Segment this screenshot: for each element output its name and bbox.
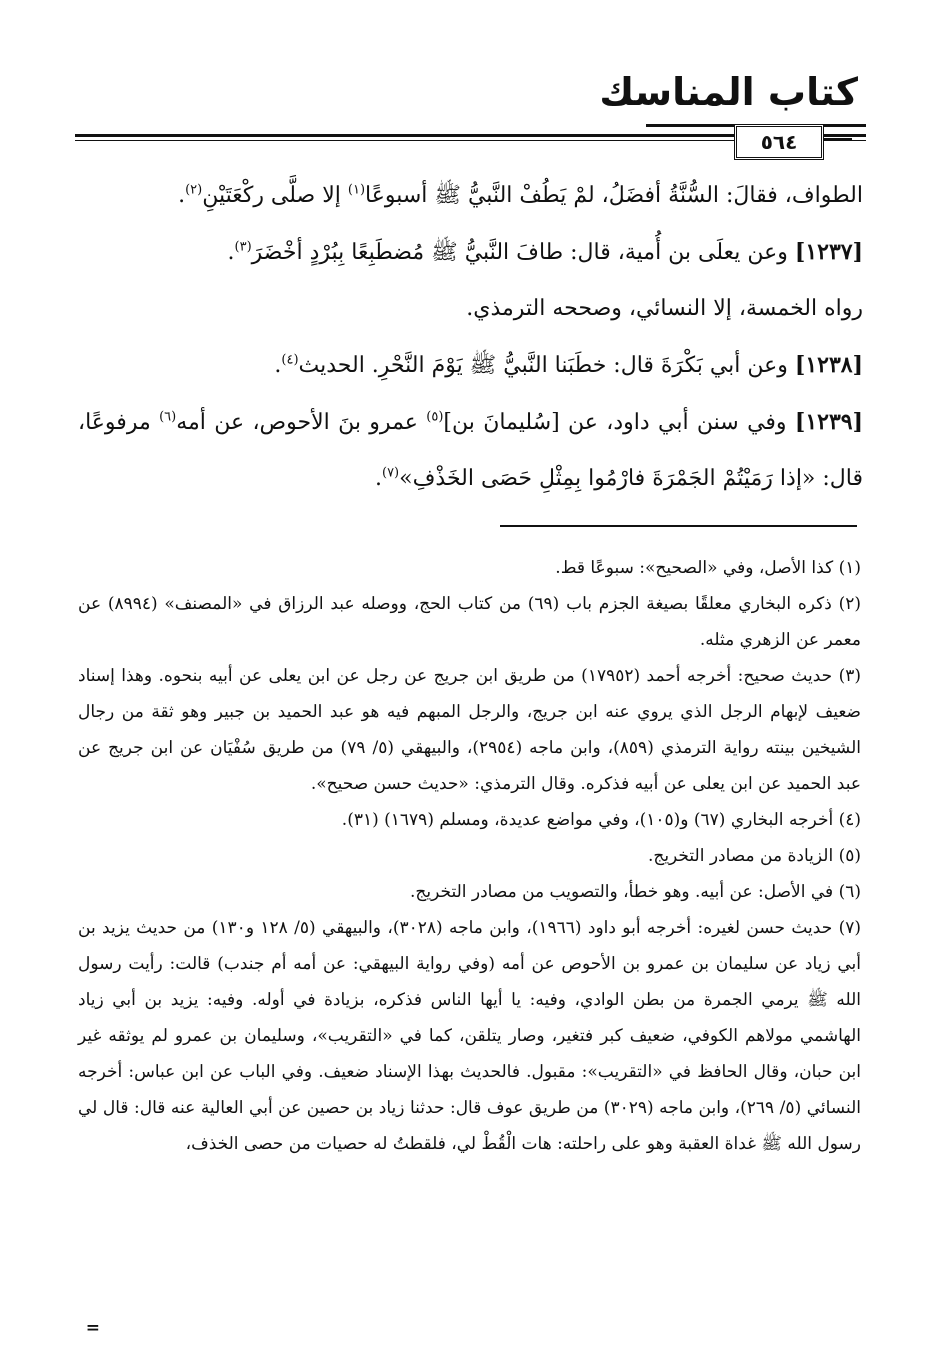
main-text — [78, 168, 863, 507]
footnote-3: (٣) حديث صحيح: أخرجه أحمد (١٧٩٥٢) من طريق ابن جريج عن رجل عن ابن يعلى عن أبيه بنحوه. وهذا إسناد ضعيف لإبهام الرجل الذي يروي عنه ابن جريج، والرجل المبهم فيه هو عبد الحميد بن جبير وهو ثقة من رجال الشيخين بينته رواية الترمذي (٨٥٩)، وابن ماجه (٢٩٥٤)، والبيهقي (٥/ ٧٩) من طريق سُفْيَان عن ابن جريج عن عبد الحميد عن ابن يعلى عن أبيه فذكره. وقال الترمذي: «حديث حسن صحيح». — [78, 666, 861, 794]
page-box-tick — [824, 138, 852, 141]
hadith-number-1237: [١٢٣٧] — [794, 239, 863, 265]
p4-end: . — [274, 353, 282, 378]
paragraph-3: رواه الخمسة، إلا النسائي، وصححه الترمذي. — [466, 296, 863, 321]
footnote-continuation-mark: = — [85, 1318, 100, 1338]
p5-end: . — [374, 466, 382, 491]
footnote-ref-7: (٧) — [381, 465, 400, 481]
paragraph-4 — [78, 337, 863, 394]
footnote-ref-2: (٢) — [185, 182, 203, 198]
page-number: ٥٦٤ — [734, 124, 824, 160]
paragraph-2 — [78, 224, 863, 281]
p5-text-b: عمرو بنَ الأحوص، عن أمه — [176, 410, 427, 435]
paragraph-5 — [78, 394, 863, 507]
hadith-number-1239: [١٢٣٩] — [794, 409, 863, 435]
footnote-ref-1: (١) — [347, 182, 366, 198]
footnote-6: (٦) في الأصل: عن أبيه. وهو خطأ، والتصويب من مصادر التخريج. — [409, 882, 861, 902]
footnote-ref-5: (٥) — [426, 409, 444, 425]
footnotes — [78, 550, 861, 1162]
footnote-2: (٢) ذكره البخاري معلقًا بصيغة الجزم باب (٦٩) من كتاب الحج، ووصله عبد الرزاق في «المصنف» (٨٩٩٤) عن معمر عن الزهري مثله. — [78, 594, 862, 650]
footnote-ref-3: (٣) — [234, 239, 252, 255]
p2-end: . — [227, 240, 235, 265]
p1-end: . — [178, 183, 186, 208]
footnote-separator — [500, 525, 857, 527]
p4-text: وعن أبي بَكْرَةَ قال: خطَبَنا النَّبيُّ ﷺ يَوْمَ النَّحْرِ. الحديث — [298, 353, 795, 378]
page-header — [75, 66, 866, 158]
footnote-ref-4: (٤) — [281, 352, 299, 368]
hadith-number-1238: [١٢٣٨] — [794, 352, 863, 378]
p1-text: الطواف، فقالَ: السُّنَّةُ أفضَلُ، لمْ يَطُفْ النَّبيُّ ﷺ أسبوعًا — [365, 183, 863, 208]
p5-text-c: مرفوعًا، قال: «إذا رَمَيْتُمْ الجَمْرَةَ فارْمُوا بِمِثْلِ حَصَى الخَذْفِ» — [78, 410, 863, 491]
p1-text-b: إلا صلَّى ركْعَتَيْنِ — [202, 183, 348, 208]
p5-text: وفي سنن أبي داود، عن [سُليمانَ بن] — [443, 410, 795, 435]
footnote-1: (١) كذا الأصل، وفي «الصحيح»: سبوعًا قط. — [555, 558, 861, 578]
book-title: كتاب المناسك — [599, 70, 858, 114]
footnote-5: (٥) الزيادة من مصادر التخريج. — [647, 846, 861, 866]
p2-text: وعن يعلَى بن أُمية، قال: طافَ النَّبيُّ ﷺ مُضطَبِعًا بِبُرْدٍ أخْضَرَ — [251, 240, 795, 265]
footnote-4: (٤) أخرجه البخاري (٦٧) و(١٠٥)، وفي مواضع عديدة، ومسلم (١٦٧٩) (٣١). — [341, 810, 861, 830]
footnote-7: (٧) حديث حسن لغيره: أخرجه أبو داود (١٩٦٦)، وابن ماجه (٣٠٢٨)، والبيهقي (٥/ ١٢٨ و١٣٠) من حديث يزيد بن أبي زياد عن سليمان بن عمرو بن الأحوص عن أمه (وفي رواية البيهقي: عن أمه أم جندب) قالت: رأيت رسول الله ﷺ يرمي الجمرة من بطن الوادي، وفيه: يا أيها الناس فذكره، بزيادة في أوله. وفيه: يزيد بن أبي زياد الهاشمي مولاهم الكوفي، ضعيف كبر فتغير، وصار يتلقن، كما في «التقريب»، وسليمان بن عمرو لم يوثقه غير ابن حبان، وقال الحافظ في «التقريب»: مقبول. فالحديث بهذا الإسناد ضعيف. وفي الباب عن ابن عباس: أخرجه النسائي (٥/ ٢٦٩)، وابن ماجه (٣٠٢٩) من طريق عوف قال: حدثنا زياد بن حصين عن أبي العالية عنه قال: قال لي رسول الله ﷺ غداة العقبة وهو على راحلته: هات الْقُطْ لي، فلقطتُ له حصيات من حصى الخذف، — [78, 918, 861, 1154]
footnote-ref-6: (٦) — [159, 409, 177, 425]
paragraph-1 — [78, 168, 863, 224]
